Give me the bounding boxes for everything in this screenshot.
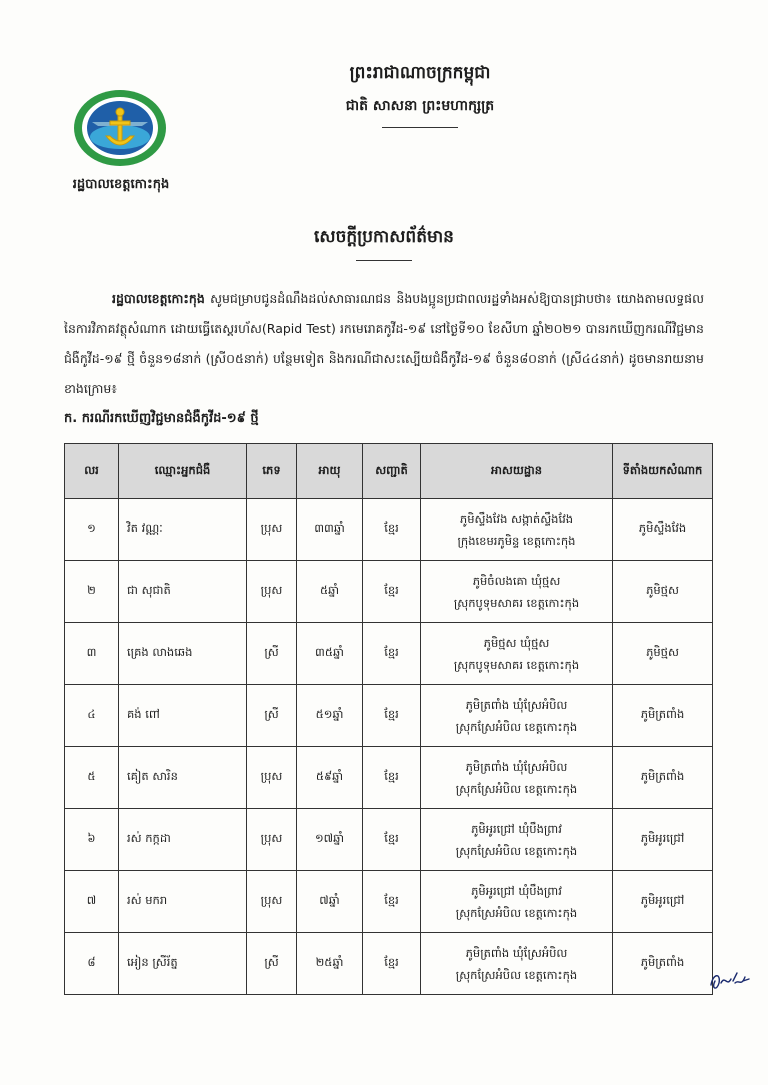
address-line-1: ភូមិចំលងគោ ឃុំថ្មស [472, 573, 561, 588]
announcement-body [64, 284, 704, 404]
cell-no: ៨ [65, 933, 119, 995]
header-age: អាយុ [297, 444, 363, 499]
logo-caption: រដ្ឋបាលខេត្តកោះកុង [72, 177, 170, 192]
cell-age: ៣៣ឆ្នាំ [297, 499, 363, 561]
header-sampling-site: ទីតាំងយកសំណាក [613, 444, 713, 499]
table-row [65, 747, 713, 809]
cell-address [421, 499, 613, 561]
cell-sex: ប្រុស [247, 747, 297, 809]
cell-name: រស់ កក្កដា [119, 809, 247, 871]
cell-nationality: ខ្មែរ [363, 685, 421, 747]
cell-no: ៣ [65, 623, 119, 685]
cell-nationality: ខ្មែរ [363, 747, 421, 809]
table-row [65, 561, 713, 623]
cell-no: ៥ [65, 747, 119, 809]
cell-site: ភូមិអូរជ្រៅ [613, 809, 713, 871]
address-line-1: ភូមិថ្មស ឃុំថ្មស [483, 635, 550, 650]
cell-name: គៀត សារិន [119, 747, 247, 809]
announcement-text: សូមជម្រាបជូនដំណឹងដល់សាធារណជន និងបងប្អូនប្រជាពលរដ្ឋទាំងអស់ឱ្យបានជ្រាបថា៖ យោងតាមលទ្ធផលនៃការវិភាគវត្ថុសំណាក ដោយធ្វើតេស្តរហ័ស(Rapid Test) រកមេរោគកូវីដ-១៩ នៅថ្ងៃទី១០ ខែសីហា ឆ្នាំ២០២១ បានរកឃើញករណីវិជ្ជមានជំងឺកូវីដ-១៩ ថ្មី ចំនួន១៨នាក់ (ស្រី០៥នាក់) បន្ថែមទៀត និងករណីជាសះស្បើយជំងឺកូវីដ-១៩ ចំនួន៨០នាក់ (ស្រី៤៤នាក់) ដូចមានរាយនាមខាងក្រោម៖ [64, 291, 704, 396]
cell-name: អៀន ស្រីរ័ត្ន [119, 933, 247, 995]
cell-sex: ប្រុស [247, 499, 297, 561]
header-patient-name: ឈ្មោះអ្នកជំងឺ [119, 444, 247, 499]
address-line-1: ភូមិត្រពាំង ឃុំស្រែអំបិល [465, 945, 568, 960]
new-cases-table [64, 443, 713, 995]
address-line-1: ភូមិស្ទឹងវែង សង្កាត់ស្ទឹងវែង [459, 511, 574, 526]
cell-site: ភូមិថ្មស [613, 623, 713, 685]
address-line-2: ស្រុកបូទុមសាគរ ខេត្តកោះកុង [453, 657, 580, 672]
cell-address [421, 809, 613, 871]
cell-nationality: ខ្មែរ [363, 623, 421, 685]
table-row [65, 871, 713, 933]
title-divider [356, 260, 412, 261]
cell-name: វិត វណ្ណៈ [119, 499, 247, 561]
cell-no: ២ [65, 561, 119, 623]
address-line-2: ស្រុកស្រែអំបិល ខេត្តកោះកុង [455, 719, 578, 734]
cell-address [421, 747, 613, 809]
cell-name: រស់ មករា [119, 871, 247, 933]
announcement-lead: រដ្ឋបាលខេត្តកោះកុង [112, 291, 205, 306]
cell-address [421, 685, 613, 747]
header-divider [382, 127, 458, 128]
document-title: សេចក្តីប្រកាសព័ត៌មាន [314, 227, 454, 247]
kingdom-heading: ព្រះរាជាណាចក្រកម្ពុជា [349, 63, 491, 83]
table-row [65, 685, 713, 747]
header-no: លរ [65, 444, 119, 499]
header-address: អាសយដ្ឋាន [421, 444, 613, 499]
cell-sex: ស្រី [247, 623, 297, 685]
cell-nationality: ខ្មែរ [363, 561, 421, 623]
cell-site: ភូមិត្រពាំង [613, 933, 713, 995]
cell-sex: ប្រុស [247, 561, 297, 623]
cell-name: គង់ ពៅ [119, 685, 247, 747]
koh-kong-administration-logo [72, 88, 168, 168]
cell-site: ភូមិអូរជ្រៅ [613, 871, 713, 933]
cell-name: គ្រេង លាងឆេង [119, 623, 247, 685]
cell-site: ភូមិត្រពាំង [613, 685, 713, 747]
signature-initials [707, 965, 751, 995]
header-nationality: សញ្ជាតិ [363, 444, 421, 499]
cell-address [421, 623, 613, 685]
cell-age: ៣៥ឆ្នាំ [297, 623, 363, 685]
cell-site: ភូមិស្ទឹងវែង [613, 499, 713, 561]
cell-nationality: ខ្មែរ [363, 933, 421, 995]
address-line-2: ក្រុងខេមរភូមិន្ទ ខេត្តកោះកុង [457, 533, 576, 548]
cell-address [421, 933, 613, 995]
cell-age: ៥៩ឆ្នាំ [297, 747, 363, 809]
cell-age: ២៥ឆ្នាំ [297, 933, 363, 995]
cell-no: ១ [65, 499, 119, 561]
cell-site: ភូមិត្រពាំង [613, 747, 713, 809]
table-row [65, 809, 713, 871]
address-line-2: ស្រុកស្រែអំបិល ខេត្តកោះកុង [455, 781, 578, 796]
cell-no: ៤ [65, 685, 119, 747]
table-row [65, 623, 713, 685]
address-line-2: ស្រុកបូទុមសាគរ ខេត្តកោះកុង [453, 595, 580, 610]
cell-address [421, 871, 613, 933]
cell-age: ១៧ឆ្នាំ [297, 809, 363, 871]
address-line-2: ស្រុកស្រែអំបិល ខេត្តកោះកុង [455, 967, 578, 982]
cell-nationality: ខ្មែរ [363, 809, 421, 871]
cell-sex: ប្រុស [247, 809, 297, 871]
cell-name: ជា សុជាតិ [119, 561, 247, 623]
cell-sex: ស្រី [247, 933, 297, 995]
address-line-1: ភូមិត្រពាំង ឃុំស្រែអំបិល [465, 759, 568, 774]
cell-sex: ប្រុស [247, 871, 297, 933]
cell-no: ៦ [65, 809, 119, 871]
address-line-2: ស្រុកស្រែអំបិល ខេត្តកោះកុង [455, 843, 578, 858]
cell-nationality: ខ្មែរ [363, 871, 421, 933]
address-line-1: ភូមិអូរជ្រៅ ឃុំបឹងព្រាវ [471, 821, 562, 836]
address-line-1: ភូមិត្រពាំង ឃុំស្រែអំបិល [465, 697, 568, 712]
cell-age: ៧ឆ្នាំ [297, 871, 363, 933]
cell-address [421, 561, 613, 623]
section-heading: ក. ករណីរកឃើញវិជ្ជមានជំងឺកូវីដ-១៩ ថ្មី [64, 411, 259, 426]
cell-nationality: ខ្មែរ [363, 499, 421, 561]
national-motto: ជាតិ សាសនា ព្រះមហាក្សត្រ [345, 98, 495, 114]
header-sex: ភេទ [247, 444, 297, 499]
cell-sex: ស្រី [247, 685, 297, 747]
cell-no: ៧ [65, 871, 119, 933]
table-row [65, 933, 713, 995]
table-header-row [65, 444, 713, 499]
table-row [65, 499, 713, 561]
cell-age: ៥១ឆ្នាំ [297, 685, 363, 747]
cell-age: ៥ឆ្នាំ [297, 561, 363, 623]
address-line-2: ស្រុកស្រែអំបិល ខេត្តកោះកុង [455, 905, 578, 920]
cell-site: ភូមិថ្មស [613, 561, 713, 623]
address-line-1: ភូមិអូរជ្រៅ ឃុំបឹងព្រាវ [471, 883, 562, 898]
